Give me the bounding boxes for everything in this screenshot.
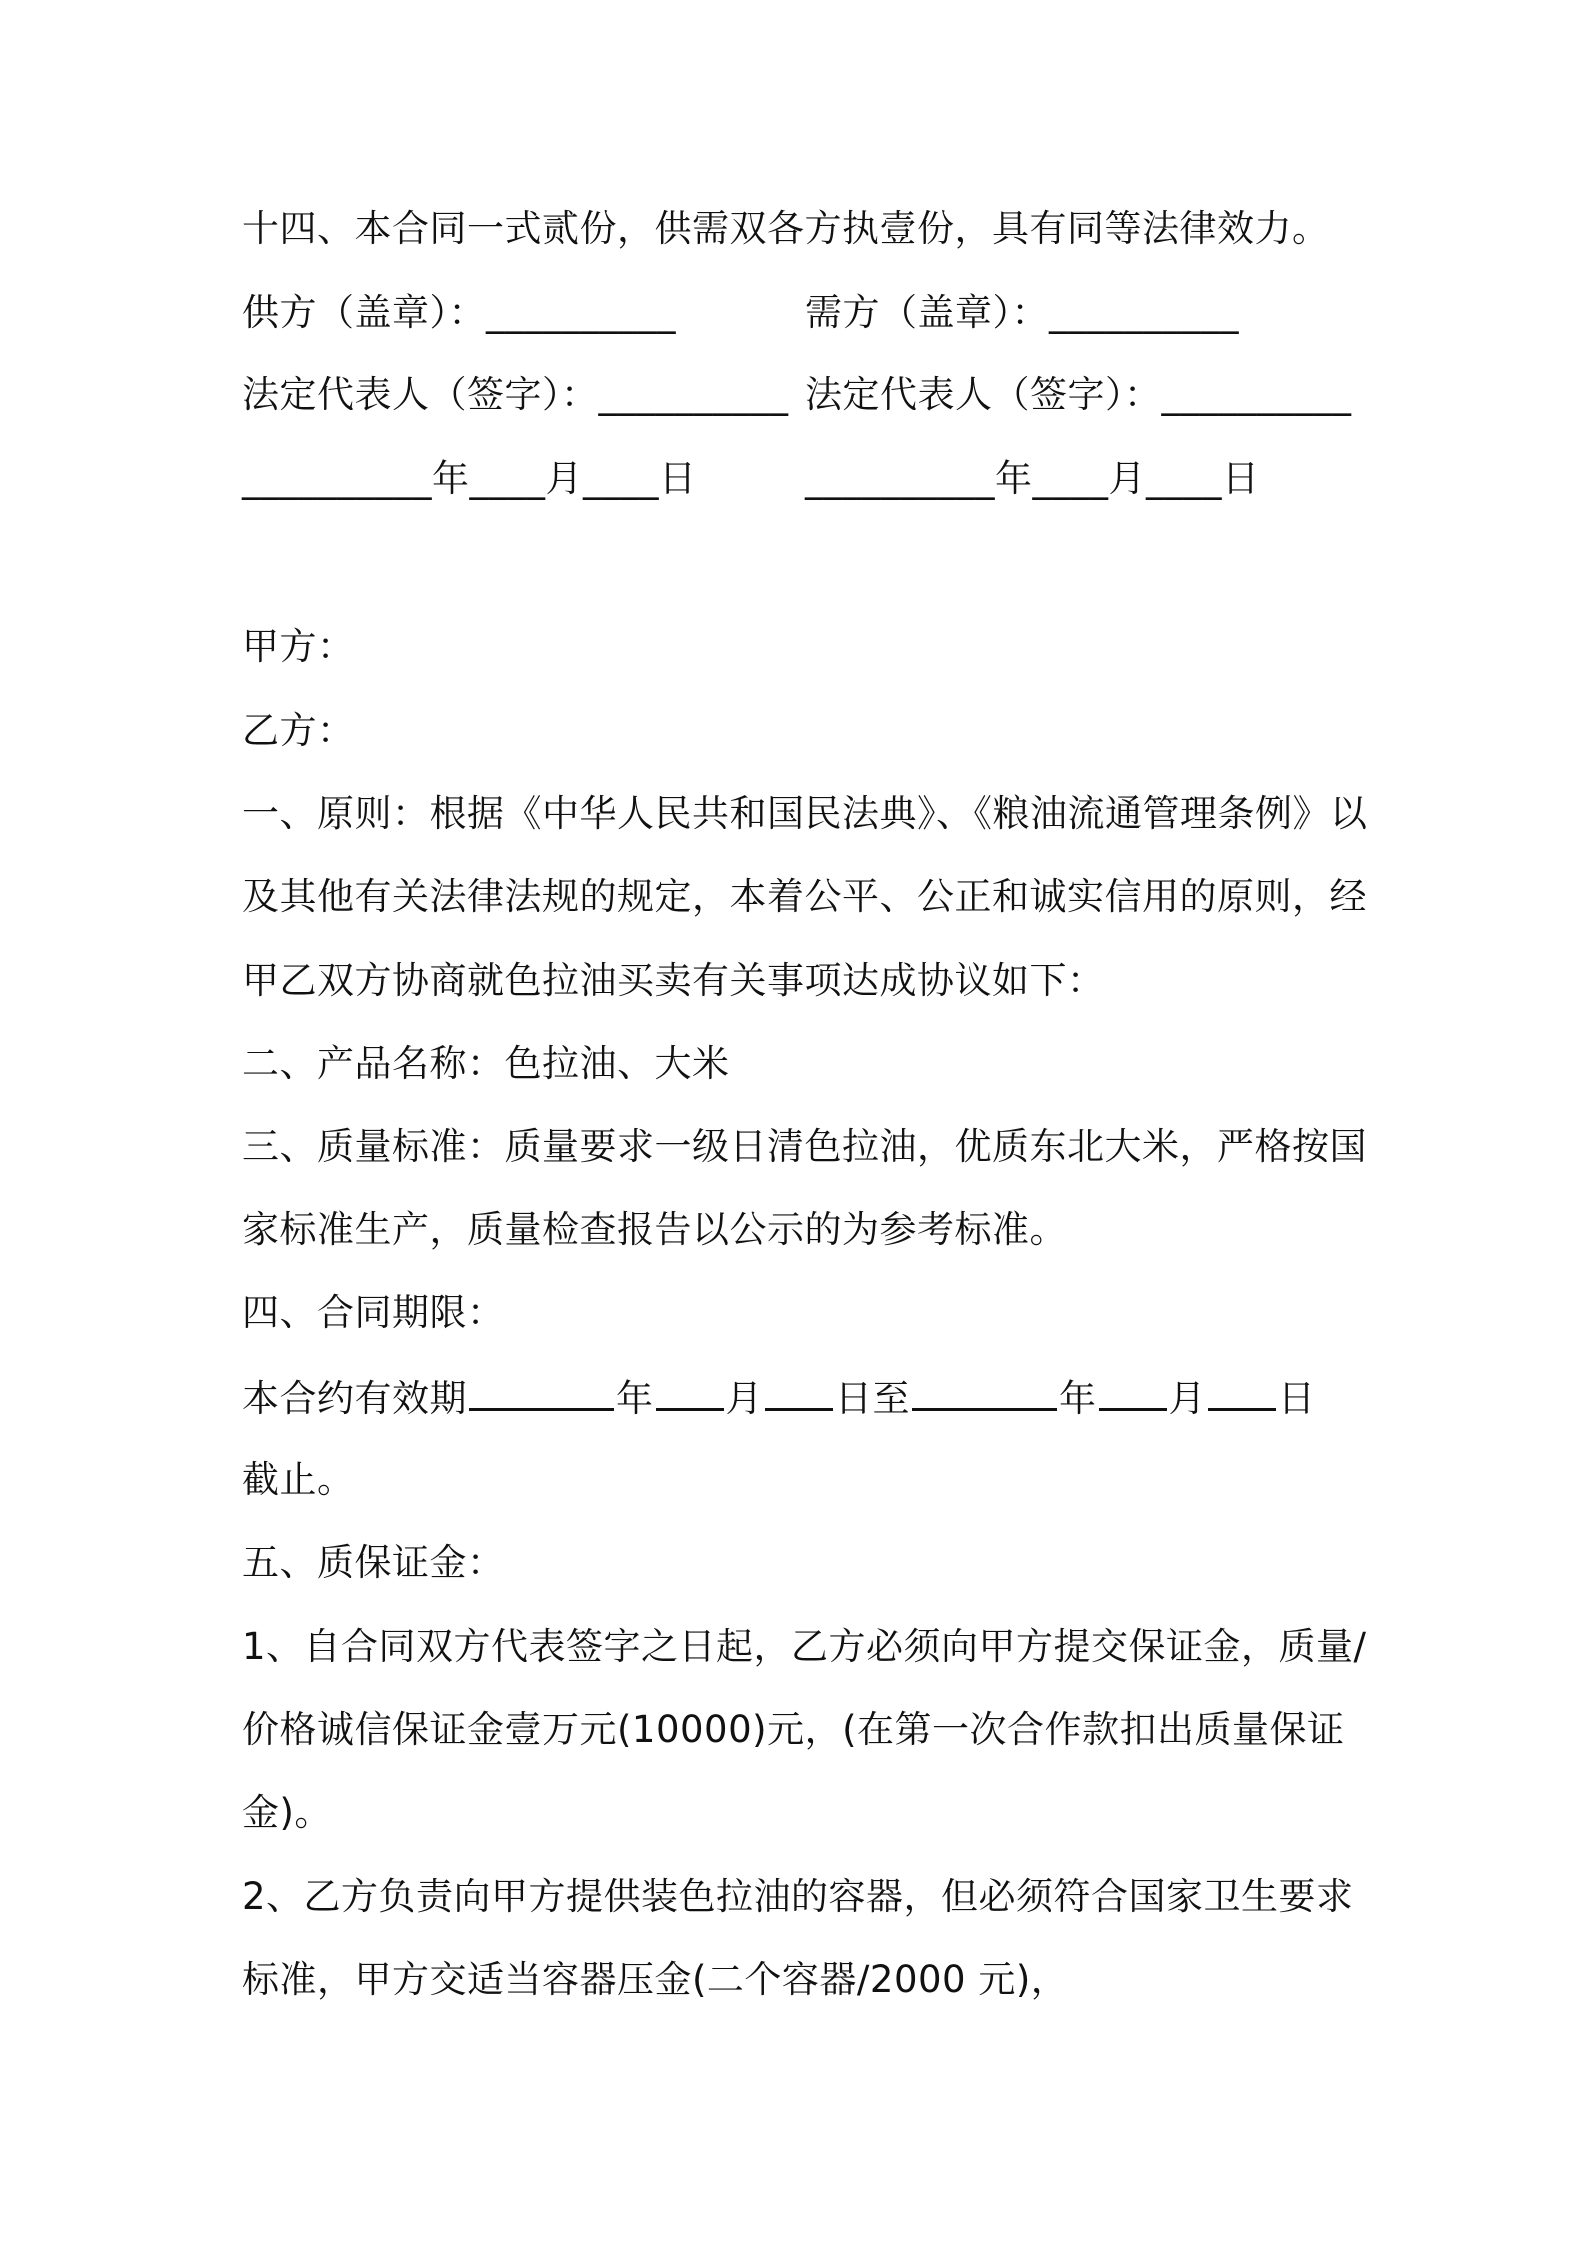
product-name: 二、产品名称：色拉油、大米	[242, 1042, 730, 1085]
deposit-item-2-line-1: 2、乙方负责向甲方提供装色拉油的容器，但必须符合国家卫生要求	[242, 1875, 1354, 1918]
start-day-blank	[765, 1372, 833, 1411]
buyer-seal-line: 需方（盖章）：__________	[805, 291, 1239, 334]
party-b: 乙方：	[242, 709, 355, 752]
start-month-label: 月	[725, 1377, 763, 1420]
principle-line-2: 及其他有关法律法规的规定，本着公平、公正和诚实信用的原则，经	[242, 875, 1367, 918]
end-year-blank	[912, 1372, 1057, 1411]
supplier-date-line: __________年____月____日	[242, 457, 697, 500]
day-to-label: 日至	[835, 1377, 910, 1420]
start-month-blank	[656, 1372, 724, 1411]
deposit-item-1-line-2: 价格诚信保证金壹万元(10000)元，(在第一次合作款扣出质量保证	[242, 1708, 1345, 1751]
start-year-blank	[469, 1372, 614, 1411]
start-year-label: 年	[616, 1377, 654, 1420]
end-day-label: 日	[1278, 1377, 1316, 1420]
quality-line-1: 三、质量标准：质量要求一级日清色拉油，优质东北大米，严格按国	[242, 1125, 1367, 1168]
principle-line-3: 甲乙双方协商就色拉油买卖有关事项达成协议如下：	[242, 959, 1105, 1002]
deposit-item-2-line-2: 标准，甲方交适当容器压金(二个容器/2000 元)，	[242, 1958, 1069, 2001]
term-heading: 四、合同期限：	[242, 1291, 505, 1334]
end-month-label: 月	[1168, 1377, 1206, 1420]
term-period-line	[242, 1372, 1316, 1424]
quality-line-2: 家标准生产，质量检查报告以公示的为参考标准。	[242, 1208, 1067, 1251]
deposit-item-1-line-1: 1、自合同双方代表签字之日起，乙方必须向甲方提交保证金，质量/	[242, 1625, 1367, 1668]
term-end: 截止。	[242, 1458, 355, 1501]
term-prefix: 本合约有效期	[242, 1377, 467, 1420]
buyer-date-line: __________年____月____日	[805, 457, 1260, 500]
clause-14: 十四、本合同一式贰份，供需双各方执壹份，具有同等法律效力。	[242, 207, 1330, 250]
deposit-item-1-line-3: 金)。	[242, 1791, 332, 1834]
supplier-seal-line: 供方（盖章）：__________	[242, 291, 676, 334]
principle-line-1: 一、原则：根据《中华人民共和国民法典》、《粮油流通管理条例》以	[242, 792, 1368, 835]
end-year-label: 年	[1059, 1377, 1097, 1420]
supplier-rep-line: 法定代表人（签字）：__________	[242, 373, 789, 416]
deposit-heading: 五、质保证金：	[242, 1541, 505, 1584]
buyer-rep-line: 法定代表人（签字）：__________	[805, 373, 1352, 416]
end-day-blank	[1208, 1372, 1276, 1411]
party-a: 甲方：	[242, 625, 355, 668]
end-month-blank	[1099, 1372, 1167, 1411]
